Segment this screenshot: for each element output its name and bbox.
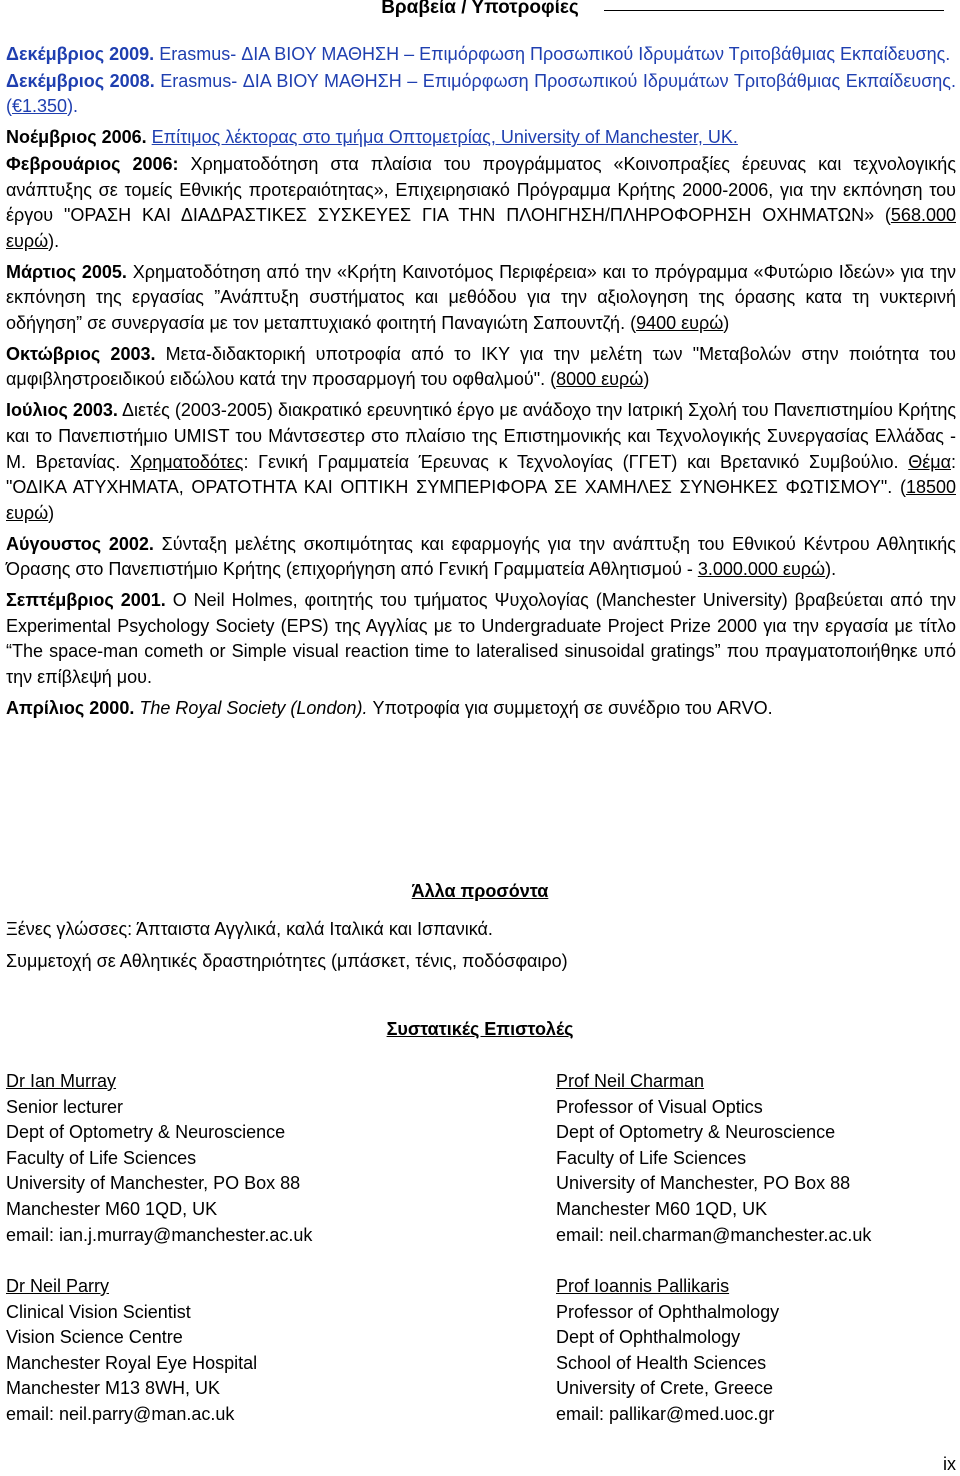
award-tail: ). (67, 96, 79, 117)
reference-neil-parry (6, 1274, 257, 1428)
reference-line: Faculty of Life Sciences (6, 1147, 197, 1168)
reference-line: Dept of Optometry & Neuroscience (6, 1122, 286, 1143)
award-entry (6, 342, 956, 393)
award-date: Σεπτέμβριος 2001. (6, 590, 166, 611)
section-title-awards: Βραβεία / Υποτροφίες (381, 0, 579, 18)
award-date: Αύγουστος 2002. (6, 533, 154, 554)
award-amount: 3.000.000 ευρώ (697, 559, 826, 580)
reference-line: Professor of Ophthalmology (556, 1301, 780, 1322)
reference-line: University of Crete, Greece (556, 1378, 774, 1399)
reference-line: Faculty of Life Sciences (556, 1147, 747, 1168)
award-institution: The Royal Society (London). (134, 697, 368, 718)
award-tail: ) (48, 502, 55, 523)
reference-name: Dr Ian Murray (6, 1071, 117, 1091)
header-divider (604, 10, 944, 11)
reference-line: Manchester M60 1QD, UK (556, 1198, 768, 1219)
award-amount: €1.350 (12, 96, 68, 117)
award-text: Σύνταξη μελέτης σκοπιμότητας και εφαρμογής για την ανάπτυξη του Εθνικού Κέντρου Αθλητικής Όρασης στο Πανεπιστήμιο Κρήτης (επιχορήγηση από Γενική Γραμματεία Αθλητισμού - (6, 533, 956, 580)
award-date: Οκτώβριος 2003. (6, 343, 156, 364)
reference-email: email: pallikar@med.uoc.gr (556, 1403, 775, 1424)
award-text: Χρηματοδότηση στα πλαίσια του προγράμματος «Κοινοπραξίες έρευνας και τεχνολογικής ανάπτυξης σε τομείς Εθνικής προτεραιότητας», Επιχειρησιακό Πρόγραμμα Κρήτης 2000-2006, για την εκπόνηση του έργου "ΟΡΑΣΗ ΚΑΙ ΔΙΑΔΡΑΣΤΙΚΕΣ ΣΥΣΚΕΥΕΣ ΓΙΑ ΤΗΝ ΠΛΟΗΓΗΣΗ/ΠΛΗΡΟΦΟΡΗΣΗ ΟΧΗΜΑΤΩΝ» ( (6, 153, 956, 226)
award-entry (6, 696, 956, 722)
award-date: Δεκέμβριος 2008. (6, 70, 155, 91)
reference-line: School of Health Sciences (556, 1352, 767, 1373)
reference-name: Prof Neil Charman (556, 1071, 705, 1091)
reference-name: Dr Neil Parry (6, 1276, 110, 1296)
reference-ioannis-pallikaris (556, 1274, 779, 1428)
reference-line: Vision Science Centre (6, 1327, 183, 1348)
award-entry (6, 588, 956, 691)
section-title-other-skills: Άλλα προσόντα (411, 881, 549, 901)
awards-list (6, 42, 956, 723)
award-funders-label: Χρηματοδότες (129, 451, 244, 472)
award-entry (6, 532, 956, 583)
award-text: Ο Neil Holmes, φοιτητής του τμήματος Ψυχολογίας (Manchester University) βραβεύεται από την Experimental Psychology Society (EPS) της Αγγλίας με το Undergraduate Project Prize 2000 για την εργασία με τίτλο “The space-man cometh or Simple visual reaction time to lateralised sinusoidal gratings” που πραγματοποιήθηκε υπό την επίβλεψή μου. (6, 590, 956, 688)
award-date: Δεκέμβριος 2009. (6, 44, 155, 64)
reference-line: Clinical Vision Scientist (6, 1301, 191, 1322)
award-text: Χρηματοδότηση από την «Κρήτη Καινοτόμος Περιφέρεια» και το πρόγραμμα «Φυτώριο Ιδεών» για την εκπόνηση της εργασίας ”Ανάπτυξη συστήματος και μεθόδου για την αξιολογηση της όρασης κατα τη νυκτερινή οδήγηση” σε συνεργασία με τον μεταπτυχιακό φοιτητή Παναγιώτη Σαπουντζή. ( (6, 261, 956, 334)
section-title-references: Συστατικές Επιστολές (386, 1019, 574, 1039)
award-date: Φεβρουάριος 2006: (6, 153, 179, 174)
reference-line: University of Manchester, PO Box 88 (556, 1173, 851, 1194)
reference-line: Dept of Optometry & Neuroscience (556, 1122, 836, 1143)
award-topic-label: Θέμα (908, 451, 951, 472)
reference-neil-charman (556, 1069, 871, 1248)
reference-line: Senior lecturer (6, 1096, 124, 1117)
reference-name: Prof Ioannis Pallikaris (556, 1276, 730, 1296)
award-entry (6, 42, 956, 68)
award-date: Νοέμβριος 2006. (6, 127, 147, 148)
award-entry (6, 152, 956, 255)
award-date: Μάρτιος 2005. (6, 261, 127, 282)
page-number: ix (943, 1454, 956, 1474)
award-tail: ). (825, 559, 837, 580)
award-entry (6, 125, 956, 151)
award-tail: ) (723, 313, 730, 334)
award-text: Επίτιμος λέκτορας στο τμήμα Οπτομετρίας, University of Manchester, UK. (151, 127, 738, 148)
award-text: Υποτροφία για συμμετοχή σε συνέδριο του ARVO. (367, 697, 773, 718)
award-entry (6, 69, 956, 120)
reference-line: Professor of Visual Optics (556, 1096, 763, 1117)
award-text: Erasmus- ΔΙΑ ΒΙΟΥ ΜΑΘΗΣΗ – Επιμόρφωση Προσωπικού Ιδρυμάτων Τριτοβάθμιας Εκπαίδευσης. (154, 44, 951, 64)
award-date: Ιούλιος 2003. (6, 400, 118, 421)
award-text: Διετές (2003-2005) διακρατικό ερευνητικό έργο με ανάδοχο την Ιατρική Σχολή του Πανεπιστημίου Κρήτης και το Πανεπιστήμιο UMIST του Μάντσεστερ στο πλαίσιο της Επιστημονικής και Τεχνολογικής Συνεργασίας Ελλάδας - Μ. Βρετανίας. (6, 400, 956, 472)
reference-email: email: neil.charman@manchester.ac.uk (556, 1224, 872, 1245)
award-text: Μετα-διδακτορική υποτροφία από το ΙΚΥ για την μελέτη των "Μεταβολών στην ποιότητα του αμφιβληστροειδικού ειδώλου κατά την προσαρμογή του οφθαλμού". ( (6, 343, 956, 390)
reference-line: Manchester M13 8WH, UK (6, 1378, 221, 1399)
award-amount: 8000 ευρώ (556, 369, 644, 390)
award-entry (6, 260, 956, 337)
award-amount: 568.000 ευρώ (6, 205, 956, 251)
award-entry (6, 398, 956, 527)
award-amount: 9400 ευρώ (636, 313, 724, 334)
reference-line: Dept of Ophthalmology (556, 1327, 741, 1348)
award-tail: ) (643, 369, 650, 390)
award-date: Απρίλιος 2000. (6, 697, 135, 718)
skills-line-sports: Συμμετοχή σε Αθλητικές δραστηριότητες (μπάσκετ, τένις, ποδόσφαιρο) (6, 951, 568, 971)
award-text: Erasmus- ΔΙΑ ΒΙΟΥ ΜΑΘΗΣΗ – Επιμόρφωση Προσωπικού Ιδρυμάτων Τριτοβάθμιας Εκπαίδευσης. ( (6, 70, 956, 117)
award-tail: ). (48, 230, 60, 251)
reference-line: Manchester M60 1QD, UK (6, 1198, 218, 1219)
reference-ian-murray (6, 1069, 312, 1248)
award-amount: 18500 ευρώ (6, 477, 956, 523)
reference-line: Manchester Royal Eye Hospital (6, 1352, 258, 1373)
award-text: : "ΟΔΙΚΑ ΑΤΥΧΗΜΑΤΑ, ΟΡΑΤΟΤΗΤΑ ΚΑΙ ΟΠΤΙΚΗ ΣΥΜΠΕΡΙΦΟΡΑ ΣΕ ΧΑΜΗΛΕΣ ΣΥΝΘΗΚΕΣ ΦΩΤΙΣΜΟΥ". ( (6, 451, 957, 498)
skills-line-languages: Ξένες γλώσσες: Άπταιστα Αγγλικά, καλά Ιταλικά και Ισπανικά. (6, 919, 493, 939)
reference-email: email: neil.parry@man.ac.uk (6, 1403, 235, 1424)
award-text: : Γενική Γραμματεία Έρευνας κ Τεχνολογίας (ΓΓΕΤ) και Βρετανικό Συμβούλιο. (243, 451, 909, 472)
reference-line: University of Manchester, PO Box 88 (6, 1173, 301, 1194)
reference-email: email: ian.j.murray@manchester.ac.uk (6, 1224, 313, 1245)
